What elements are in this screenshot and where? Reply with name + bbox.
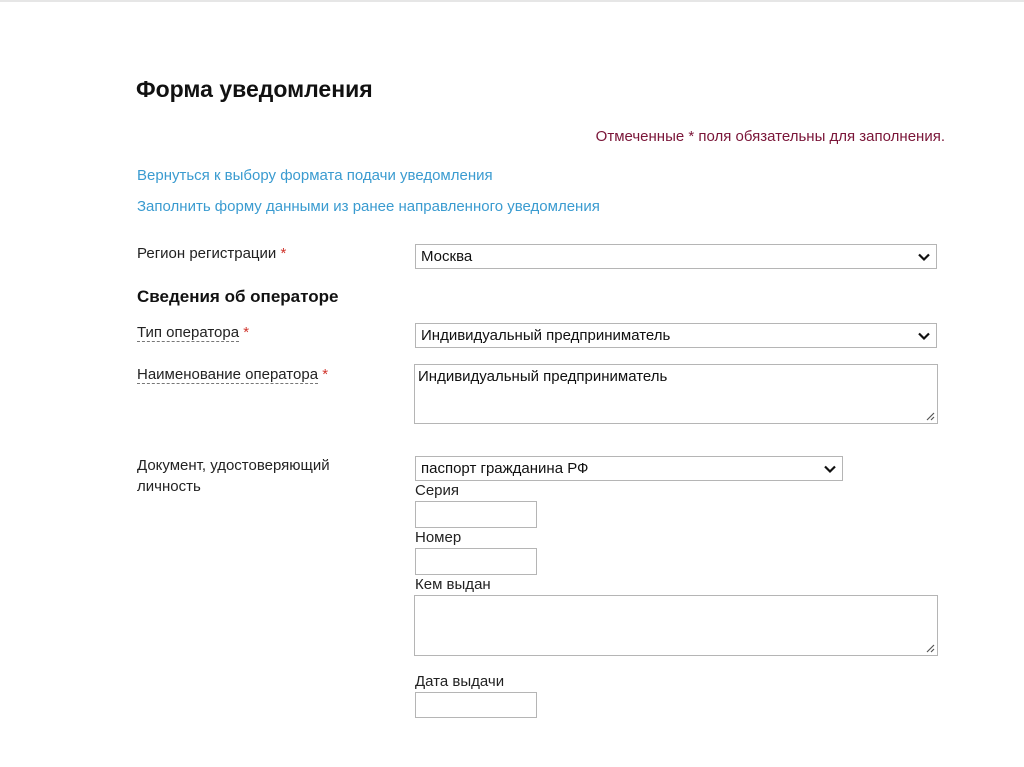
operator-type-select[interactable] <box>415 323 937 348</box>
operator-name-textarea[interactable] <box>414 364 938 424</box>
required-star: * <box>280 245 287 262</box>
region-label-text: Регион регистрации <box>137 245 277 262</box>
region-label <box>137 243 286 264</box>
issued-by-label: Кем выдан <box>415 576 491 593</box>
required-fields-note: Отмеченные * поля обязательны для заполнения. <box>595 128 945 145</box>
region-select-value: Москва <box>421 248 473 265</box>
identity-document-label-line2: личность <box>137 478 201 495</box>
issue-date-label: Дата выдачи <box>415 673 505 690</box>
chevron-down-icon <box>917 250 931 264</box>
page-title: Форма уведомления <box>136 76 373 102</box>
required-star: * <box>322 366 329 383</box>
fill-from-previous-link[interactable]: Заполнить форму данными из ранее направленного уведомления <box>137 198 600 215</box>
operator-name-value: Индивидуальный предприниматель <box>418 368 668 385</box>
chevron-down-icon <box>823 462 837 476</box>
identity-document-label <box>137 455 330 497</box>
number-label: Номер <box>415 529 462 546</box>
back-to-format-selection-link[interactable]: Вернуться к выбору формата подачи уведомления <box>137 167 493 184</box>
number-input[interactable] <box>415 548 537 575</box>
identity-document-select-value: паспорт гражданина РФ <box>421 460 589 477</box>
operator-section-title: Сведения об операторе <box>137 287 339 306</box>
identity-document-select[interactable] <box>415 456 843 481</box>
series-input[interactable] <box>415 501 537 528</box>
operator-type-label <box>137 322 249 343</box>
required-star: * <box>243 324 250 341</box>
resize-handle-icon[interactable] <box>925 643 935 653</box>
issued-by-textarea[interactable] <box>414 595 938 656</box>
operator-name-label-text[interactable]: Наименование оператора <box>137 366 319 383</box>
series-label: Серия <box>415 482 460 499</box>
operator-name-label <box>137 364 328 385</box>
operator-type-select-value: Индивидуальный предприниматель <box>421 327 671 344</box>
operator-type-label-text[interactable]: Тип оператора <box>137 324 240 341</box>
region-select[interactable] <box>415 244 937 269</box>
resize-handle-icon[interactable] <box>925 411 935 421</box>
issue-date-input[interactable] <box>415 692 537 718</box>
chevron-down-icon <box>917 329 931 343</box>
top-border <box>0 0 1024 2</box>
identity-document-label-line1: Документ, удостоверяющий <box>137 457 330 474</box>
